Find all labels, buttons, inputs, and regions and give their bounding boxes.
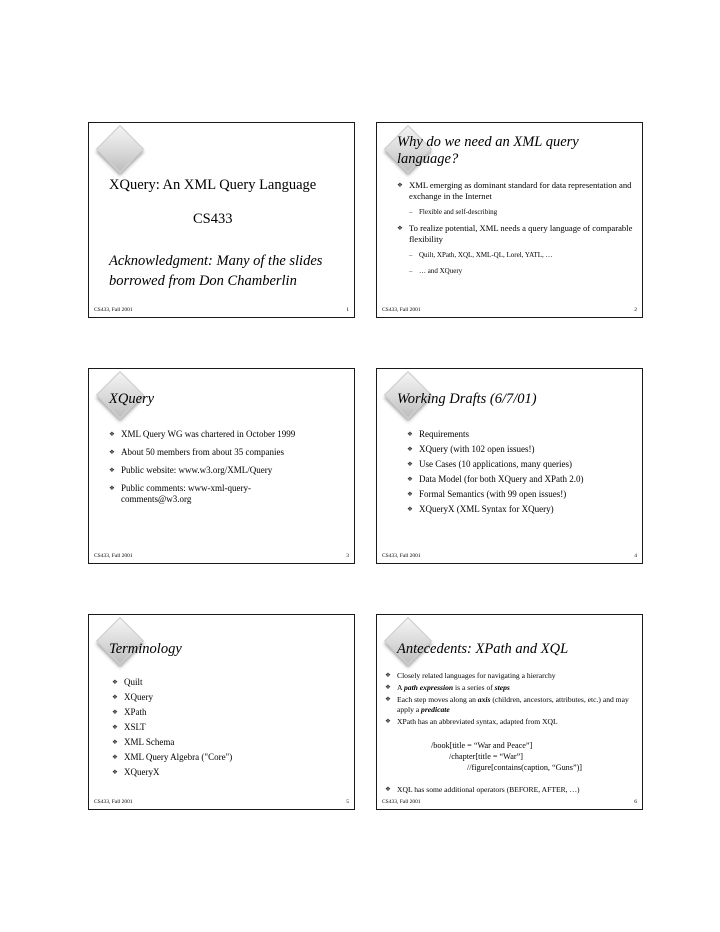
bullet-text: XQL has some additional operators (BEFORE, AFTER, …) [397,785,580,794]
list-item: ❖ Requirements [407,429,639,440]
emphasis-term: steps [494,683,510,692]
slide-4 [376,368,643,564]
slide-4-footer: CS433, Fall 2001 [382,553,421,559]
list-item: ❖ XML Query WG was chartered in October 1999 [109,429,344,440]
list-item [385,695,639,715]
list-item: ❖ Use Cases (10 applications, many queries) [407,459,639,470]
list-item: ❖ XQueryX (XML Syntax for XQuery) [407,504,639,515]
slide-6-footer: CS433, Fall 2001 [382,799,421,805]
slide-1-page-number: 1 [346,307,349,313]
bullet-text: Each step moves along an [397,695,478,704]
slide-5 [88,614,355,810]
slide-1-ack-line1: Acknowledgment: Many of the slides [109,253,323,269]
emphasis-term: axis [477,695,491,704]
slide-1-footer: CS433, Fall 2001 [94,307,133,313]
slide-3-page-number: 3 [346,553,349,559]
list-item [385,717,639,727]
slide-1-ack-line2: borrowed from Don Chamberlin [109,273,297,289]
slide-5-footer: CS433, Fall 2001 [94,799,133,805]
slide-6-bullet-list-2 [385,785,639,795]
list-item: ❖ Formal Semantics (with 99 open issues!) [407,489,639,500]
list-item: ❖ XML emerging as dominant standard for data representation and exchange in the Internet [397,180,637,202]
slide-5-page-number: 5 [346,799,349,805]
list-item [385,785,639,795]
bullet-text: is a series of [453,683,495,692]
slide-2-title: Why do we need an XML query language? [397,134,579,167]
list-item: – … and XQuery [397,266,637,277]
list-item: ❖ XSLT [112,722,342,733]
bullet-text: XPath has an abbreviated syntax, adapted from XQL [397,717,558,726]
slide-5-title: Terminology [109,641,182,657]
slide-3-bullet-list [109,429,344,505]
slide-4-page-number: 4 [634,553,637,559]
slide-1-course: CS433 [193,211,233,227]
list-item: ❖ XML Query Algebra ("Core") [112,752,342,763]
slide-4-bullet-list [407,429,639,515]
list-item: ❖ XML Schema [112,737,342,748]
emphasis-term: predicate [421,705,450,714]
slide-2-bullet-list [397,180,637,277]
slide-1 [88,122,355,318]
slide-2-footer: CS433, Fall 2001 [382,307,421,313]
list-item: ❖ XQuery (with 102 open issues!) [407,444,639,455]
code-line-3: //figure[contains(caption, “Guns”)] [467,763,583,772]
slide-3 [88,368,355,564]
list-item: ❖ Public comments: www-xml-query-comments@w3.org [109,483,299,505]
emphasis-term: path expression [403,683,454,692]
code-line-2: /chapter[title = “War”] [449,752,523,761]
list-item: ❖ Data Model (for both XQuery and XPath 2.0) [407,474,639,485]
slide-6 [376,614,643,810]
slide-6-bullet-list [385,671,639,727]
code-line-1: /book[title = “War and Peace”] [431,741,533,750]
list-item: ❖ To realize potential, XML needs a query language of comparable flexibility [397,223,637,245]
slide-6-page-number: 6 [634,799,637,805]
slide-2-page-number: 2 [634,307,637,313]
slide-6-title: Antecedents: XPath and XQL [397,641,569,657]
list-item: ❖ XQuery [112,692,342,703]
list-item [385,683,639,693]
list-item: ❖ Quilt [112,677,342,688]
slide-3-title: XQuery [109,391,155,407]
slide-5-bullet-list [112,677,342,778]
list-item: – Quilt, XPath, XQL, XML-QL, Lorel, YATL, … [397,250,637,261]
slide-1-title: XQuery: An XML Query Language [109,177,317,193]
list-item: ❖ XQueryX [112,767,342,778]
slide-2 [376,122,643,318]
bullet-text: Closely related languages for navigating a hierarchy [397,671,556,680]
list-item: – Flexible and self-describing [397,207,637,218]
diamond-logo-icon [96,125,144,173]
list-item [385,671,639,681]
slide-3-footer: CS433, Fall 2001 [94,553,133,559]
bullet-text: A [397,683,404,692]
slide-4-title: Working Drafts (6/7/01) [397,391,537,407]
list-item: ❖ About 50 members from about 35 companies [109,447,344,458]
list-item: ❖ XPath [112,707,342,718]
list-item: ❖ Public website: www.w3.org/XML/Query [109,465,344,476]
bullet-text: (children, ancestors, attributes, etc.) and may apply a [397,695,629,714]
